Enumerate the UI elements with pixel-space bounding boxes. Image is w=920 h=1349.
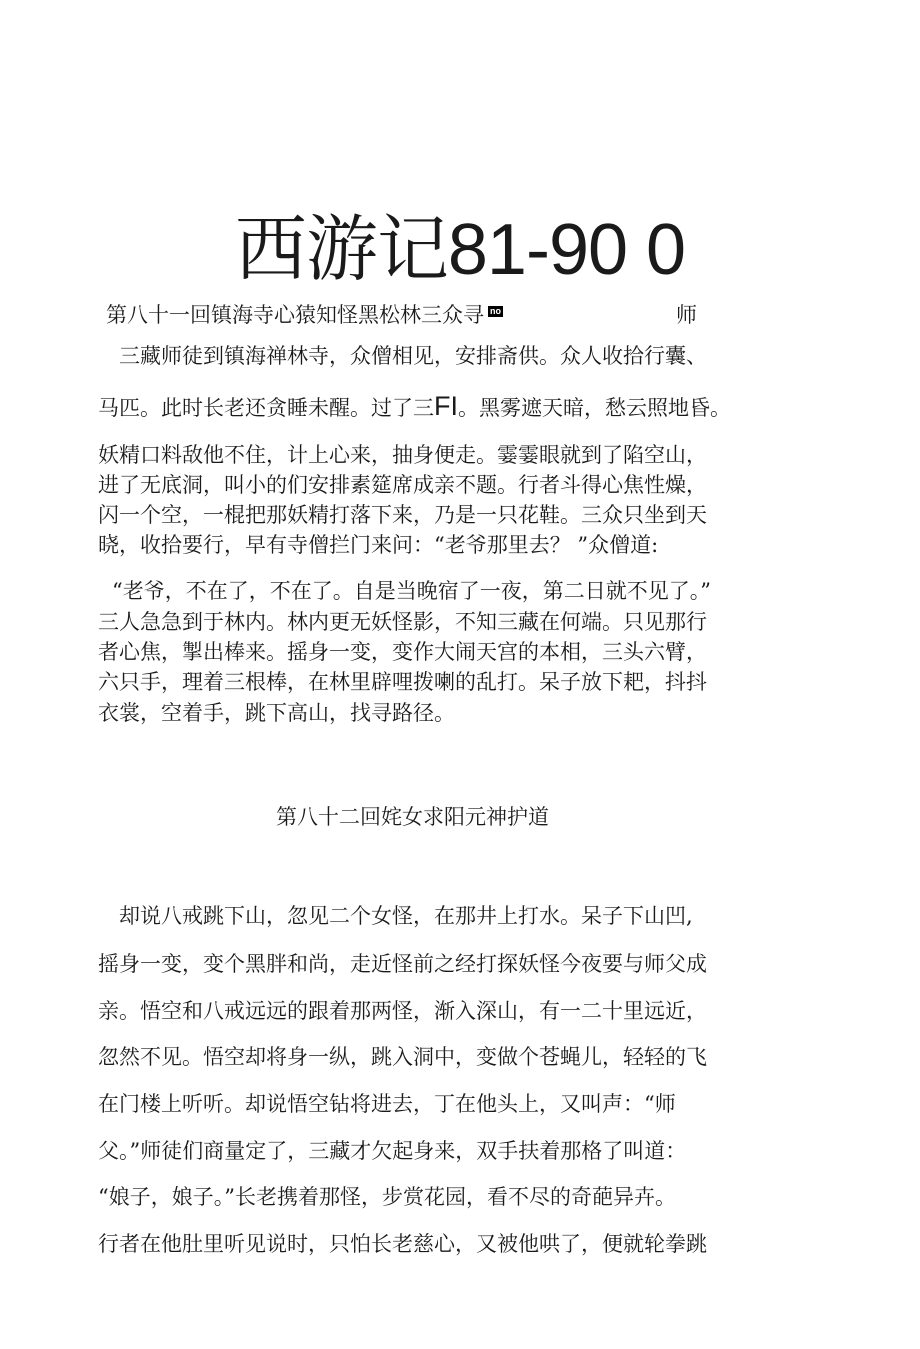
- paragraph-line: 却说八戒跳下山，忽见二个女怪，在那井上打水。呆子下山凹,: [98, 904, 693, 928]
- paragraph-line: 者心焦，掣出棒来。摇身一变，变作大闹天宫的本相，三头六臂，: [98, 640, 707, 664]
- paragraph-line: 晓，收拾要行，早有寺僧拦门来问：“老爷那里去？ ”众僧道:: [98, 533, 659, 557]
- paragraph-line: “老爷，不在了，不在了。自是当晚宿了一夜，第二日就不见了。”: [112, 579, 711, 603]
- paragraph-line: “娘子，娘子。”长老携着那怪，步赏花园，看不尽的奇葩异卉。: [98, 1185, 676, 1209]
- paragraph-line: 摇身一变，变个黑胖和尚，走近怪前之经打探妖怪今夜要与师父成: [98, 952, 707, 976]
- paragraph-line: 三藏师徒到镇海禅林寺，众僧相见，安排斋供。众人收拾行囊、: [98, 344, 707, 368]
- chapter-81-heading: 第八十一回镇海寺心猿知怪黑松林三众寻 no: [106, 303, 501, 327]
- paragraph-line: 闪一个空，一棍把那妖精打落下来，乃是一只花鞋。三众只坐到天: [98, 503, 707, 527]
- paragraph-line: 六只手，理着三根棒，在林里辟哩拨喇的乱打。呆子放下耙，抖抖: [98, 670, 707, 694]
- page-title: 西游记81-90 0: [234, 210, 686, 290]
- paragraph-line: 三人急急到于林内。林内更无妖怪影，不知三藏在何端。只见那行: [98, 610, 707, 634]
- paragraph-line: 父。”师徒们商量定了，三藏才欠起身来，双手扶着那格了叫道：: [98, 1139, 687, 1163]
- paragraph-line: 忽然不见。悟空却将身一纵，跳入洞中，变做个苍蝇儿，轻轻的飞: [98, 1045, 707, 1069]
- fi-glyph: FI: [434, 391, 458, 421]
- paragraph-line: 进了无底洞，叫小的们安排素筵席成亲不题。行者斗得心焦性燥，: [98, 473, 707, 497]
- paragraph-line: 行者在他肚里听见说时，只怕长老慈心，又被他哄了，便就轮拳跳: [98, 1232, 707, 1256]
- paragraph-line: 衣裳，空着手，跳下高山，找寻路径。: [98, 701, 455, 725]
- paragraph-line: 马匹。此时长老还贪睡未醒。过了三FI。黑雾遮天暗，愁云照地昏。: [98, 391, 731, 421]
- chapter-81-heading-tail: 师: [676, 303, 697, 327]
- paragraph-line: 亲。悟空和八戒远远的跟着那两怪，渐入深山，有一二十里远近，: [98, 999, 707, 1023]
- paragraph-line: 妖精口料敌他不住，计上心来，抽身便走。霎霎眼就到了陷空山，: [98, 443, 707, 467]
- paragraph-line: 在门楼上听听。却说悟空钻将进去，丁在他头上，又叫声：“师: [98, 1092, 676, 1116]
- no-tag: no: [490, 306, 501, 316]
- chapter-82-heading: 第八十二回姹女求阳元神护道: [276, 805, 549, 829]
